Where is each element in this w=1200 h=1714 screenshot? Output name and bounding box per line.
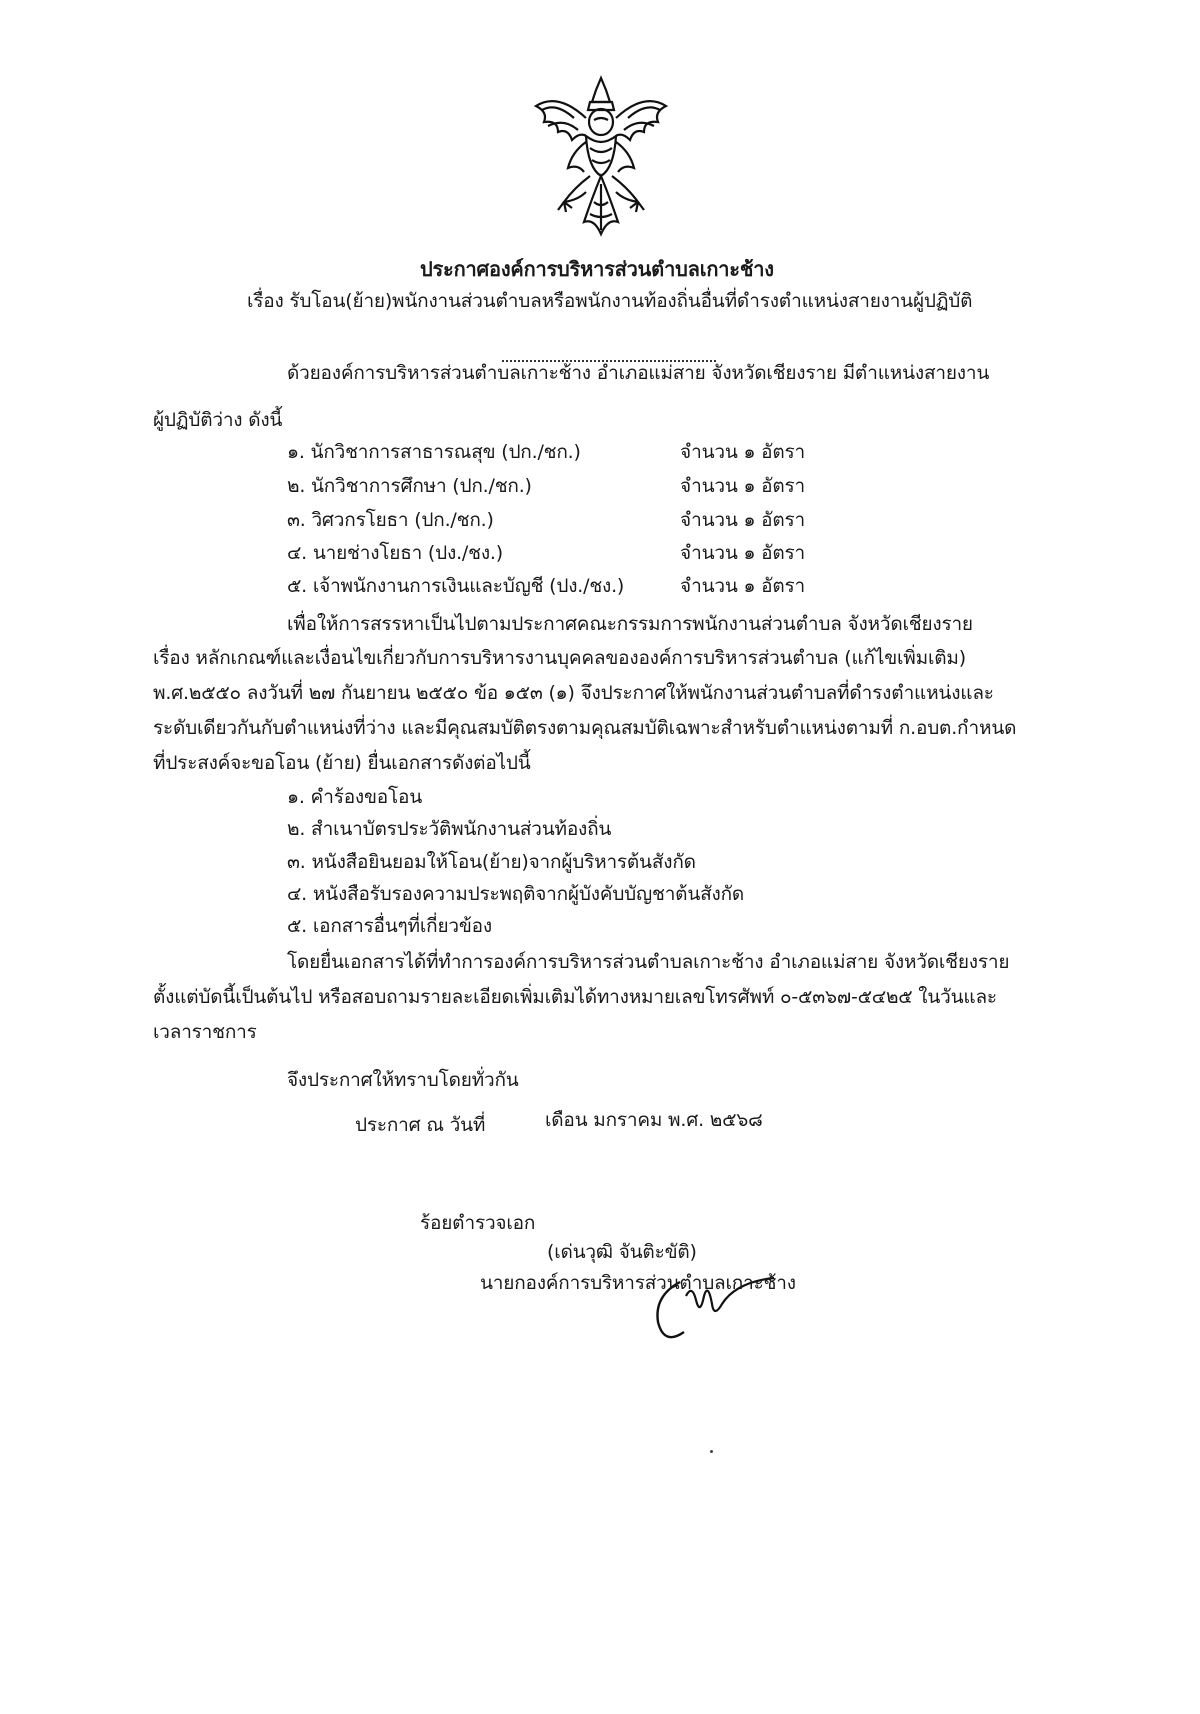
paragraph-line: เวลาราชการ — [153, 1021, 257, 1043]
position-count: จำนวน ๑ อัตรา — [680, 475, 806, 497]
position-name: ๓. วิศวกรโยธา (ปก./ชก.) — [287, 509, 494, 531]
paragraph-line: เรื่อง หลักเกณฑ์และเงื่อนไขเกี่ยวกับการบริหารงานบุคคลขององค์การบริหารส่วนตำบล (แก้ไขเพิ่มเติม) — [153, 647, 966, 669]
position-name: ๕. เจ้าพนักงานการเงินและบัญชี (ปง./ชง.) — [287, 575, 625, 597]
position-count: จำนวน ๑ อัตรา — [680, 441, 806, 463]
paragraph-line: ระดับเดียวกันกับตำแหน่งที่ว่าง และมีคุณสมบัติตรงตามคุณสมบัติเฉพาะสำหรับตำแหน่งตามที่ ก.อบต.กำหนด — [153, 717, 1017, 739]
paragraph-line: พ.ศ.๒๕๕๐ ลงวันที่ ๒๗ กันยายน ๒๕๕๐ ข้อ ๑๕๓ (๑) จึงประกาศให้พนักงานส่วนตำบลที่ดำรงตำแหน่งและ — [153, 682, 994, 704]
intro-line-2: ผู้ปฏิบัติว่าง ดังนี้ — [153, 409, 283, 431]
position-name: ๑. นักวิชาการสาธารณสุข (ปก./ชก.) — [287, 441, 581, 463]
document-item: ๒. สำเนาบัตรประวัติพนักงานส่วนท้องถิ่น — [287, 818, 612, 840]
stray-mark — [710, 1450, 713, 1453]
paragraph-line: ที่ประสงค์จะขอโอน (ย้าย) ยื่นเอกสารดังต่อไปนี้ — [153, 752, 531, 774]
announcement-title: ประกาศองค์การบริหารส่วนตำบลเกาะช้าง — [420, 257, 774, 281]
document-item: ๑. คำร้องขอโอน — [287, 786, 423, 808]
paragraph-line: เพื่อให้การสรรหาเป็นไปตามประกาศคณะกรรมการพนักงานส่วนตำบล จังหวัดเชียงราย — [287, 613, 973, 635]
document-item: ๔. หนังสือรับรองความประพฤติจากผู้บังคับบัญชาต้นสังกัด — [287, 883, 745, 905]
intro-line-1: ด้วยองค์การบริหารส่วนตำบลเกาะช้าง อำเภอแม่สาย จังหวัดเชียงราย มีตำแหน่งสายงาน — [287, 362, 990, 384]
position-count: จำนวน ๑ อัตรา — [680, 575, 806, 597]
signer-position: นายกองค์การบริหารส่วนตำบลเกาะช้าง — [480, 1272, 796, 1294]
position-name: ๒. นักวิชาการศึกษา (ปก./ชก.) — [287, 475, 532, 497]
closing-announce: จึงประกาศให้ทราบโดยทั่วกัน — [287, 1069, 519, 1091]
announcement-subject: เรื่อง รับโอน(ย้าย)พนักงานส่วนตำบลหรือพนักงานท้องถิ่นอื่นที่ดำรงตำแหน่งสายงานผู้ปฏิบัติ — [247, 290, 973, 312]
date-prefix: ประกาศ ณ วันที่ — [355, 1114, 486, 1136]
signer-name: (เด่นวุฒิ จันติะขัติ) — [547, 1241, 697, 1263]
garuda-emblem-icon — [528, 72, 674, 252]
position-count: จำนวน ๑ อัตรา — [680, 542, 806, 564]
position-count: จำนวน ๑ อัตรา — [680, 509, 806, 531]
paragraph-line: โดยยื่นเอกสารได้ที่ทำการองค์การบริหารส่วนตำบลเกาะช้าง อำเภอแม่สาย จังหวัดเชียงราย — [287, 951, 1010, 973]
signer-rank: ร้อยตำรวจเอก — [420, 1212, 536, 1234]
position-name: ๔. นายช่างโยธา (ปง./ชง.) — [287, 542, 503, 564]
document-item: ๓. หนังสือยินยอมให้โอน(ย้าย)จากผู้บริหารต้นสังกัด — [287, 851, 696, 873]
document-item: ๕. เอกสารอื่นๆที่เกี่ยวข้อง — [287, 915, 492, 937]
date-month-year: เดือน มกราคม พ.ศ. ๒๕๖๘ — [545, 1109, 763, 1131]
paragraph-line: ตั้งแต่บัดนี้เป็นต้นไป หรือสอบถามรายละเอียดเพิ่มเติมได้ทางหมายเลขโทรศัพท์ ๐-๕๓๖๗-๕๔๒๕ ในวันและ — [153, 986, 997, 1008]
